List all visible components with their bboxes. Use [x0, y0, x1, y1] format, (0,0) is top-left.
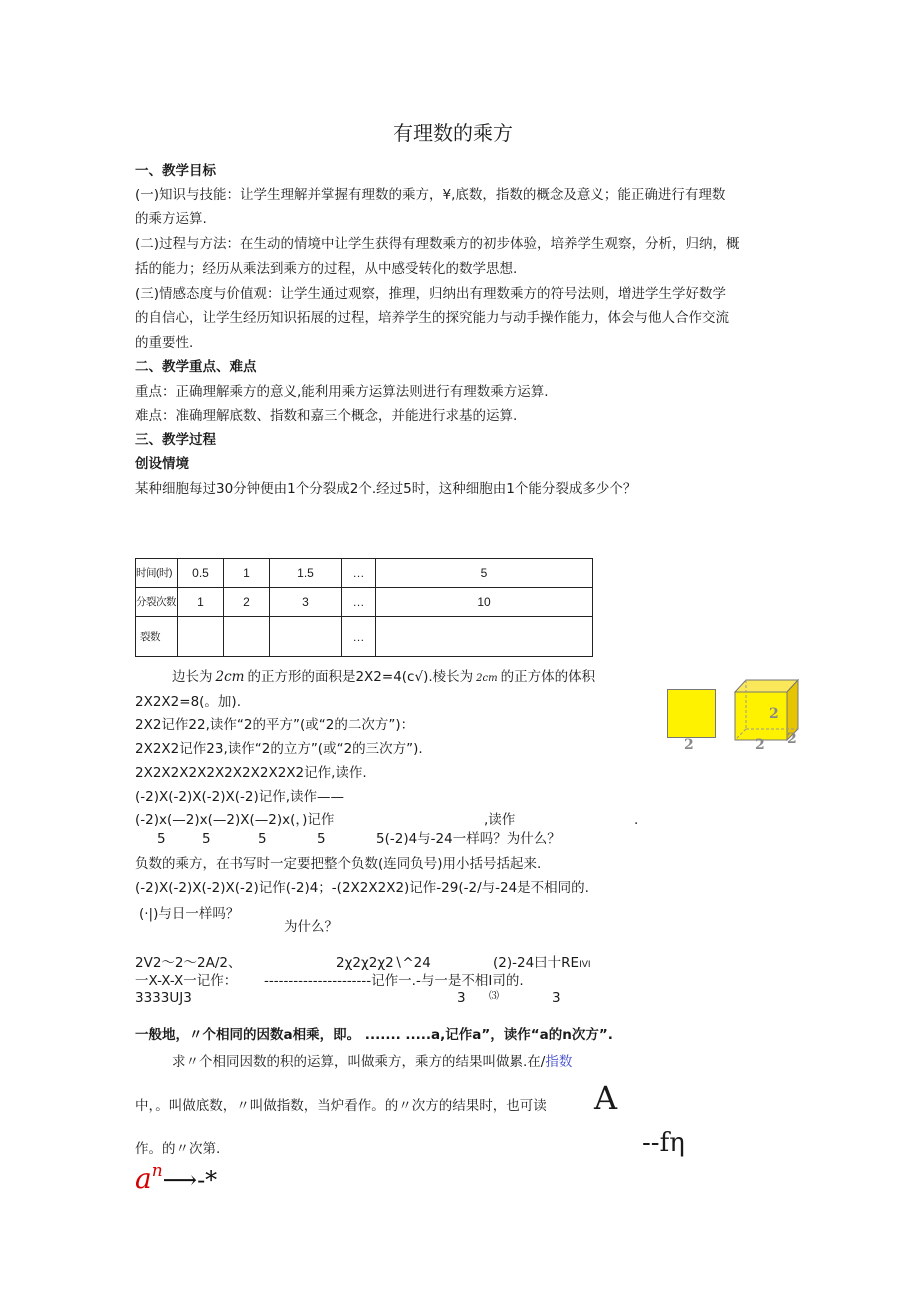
square-side-label: 2	[684, 737, 694, 753]
table-row-label: 时间(时)	[136, 559, 178, 588]
garbled-formula: 2V2～2～2A/2、	[135, 955, 242, 971]
cube-side-label: 2	[787, 731, 797, 747]
garbled-denominators: 3333UJ3	[135, 990, 192, 1006]
garbled-denominator: 3	[552, 990, 561, 1006]
unit-text: 2cm	[476, 673, 498, 684]
why-question: 为什么？	[284, 919, 338, 935]
negative-power-compare: (-2)X(-2)X(-2)X(-2)记作(-2)4；-(2X2X2X2)记作-29(-2/与-24是不相同的.	[135, 880, 589, 896]
negative-product: (-2)X(-2)X(-2)X(-2)记作,读作——	[135, 789, 345, 805]
table-cell: …	[342, 617, 376, 657]
table-cell	[270, 617, 342, 657]
table-cell	[224, 617, 270, 657]
yellow-square	[667, 689, 716, 738]
area-volume-line	[172, 669, 595, 687]
table-cell: 10	[376, 588, 593, 617]
garbled-formula	[493, 955, 591, 973]
goal-knowledge-line2: 的乘方运算.	[135, 211, 207, 227]
cube-side-label: 2	[755, 737, 765, 753]
section-heading-keypoints: 二、教学重点、难点	[135, 359, 257, 375]
garbled-notation: ----------------------记作一.-与一是不相I司的.	[264, 973, 524, 989]
fraction-product-read: ,读作	[484, 812, 516, 828]
exponent-link[interactable]: 指数	[545, 1054, 573, 1070]
table-cell: 5	[376, 559, 593, 588]
goal-knowledge-line1: (一)知识与技能：让学生理解并掌握有理数的乘方，¥,底数，指数的概念及意义；能正确进行有理数	[135, 187, 726, 203]
section-heading-goals: 一、教学目标	[135, 163, 216, 179]
goal-process-line1: (二)过程与方法：在生动的情境中让学生获得有理数乘方的初步体验，培养学生观察，分析，归纳，概	[135, 236, 740, 252]
volume-result: 2X2X2=8(。加).	[135, 694, 241, 710]
base-exponent-definition: 中，。叫做底数，〃叫做指数，当炉看作。的〃次方的结果时，也可读	[135, 1098, 547, 1114]
arrow-symbol: ⟶-*	[162, 1166, 218, 1194]
denominator: 5	[202, 831, 211, 847]
cell-division-table	[135, 558, 593, 657]
negative-power-rule: 负数的乘方，在书写时一定要把整个负数(连同负号)用小括号括起来.	[135, 856, 542, 872]
text-segment: 的正方体的体积	[500, 669, 596, 685]
text-segment: (2)-24曰十RE	[493, 955, 580, 971]
table-cell: …	[342, 559, 376, 588]
garbled-denominator: 3	[457, 990, 466, 1006]
text-segment: 求〃个相同因数的积的运算，叫做乘方，乘方的结果叫做累.在/	[172, 1054, 546, 1070]
table-cell: 2	[224, 588, 270, 617]
key-point: 重点：正确理解乘方的意义,能利用乘方运算法则进行有理数乘方运算.	[135, 384, 549, 400]
comparison-question: 5(-2)4与-24一样吗？为什么？	[376, 831, 561, 847]
table-cell: 0.5	[178, 559, 224, 588]
garbled-denominator: ⑶	[489, 991, 499, 1002]
text-segment: 边长为	[172, 669, 213, 685]
fn-symbol: --fη	[642, 1128, 685, 1158]
goal-emotion-line3: 的重要性.	[135, 335, 194, 351]
table-cell: …	[342, 588, 376, 617]
page-title: 有理数的乘方	[393, 121, 513, 145]
table-cell: 1	[178, 588, 224, 617]
garbled-formula: 2χ2χ2χ2∖^24	[336, 955, 431, 971]
difficult-point: 难点：准确理解底数、指数和嘉三个概念，并能进行求基的运算.	[135, 408, 518, 424]
goal-emotion-line1: (三)情感态度与价值观：让学生通过观察，推理，归纳出有理数乘方的符号法则，增进学生学好数学	[135, 286, 727, 302]
power-exponent: n	[151, 1161, 163, 1181]
table-cell	[178, 617, 224, 657]
cube-side-label: 2	[769, 706, 779, 722]
table-cell	[376, 617, 593, 657]
table-row	[136, 588, 593, 617]
goal-process-line2: 括的能力；经历从乘法到乘方的过程，从中感受转化的数学思想.	[135, 261, 518, 277]
table-row-label: 分裂次数	[136, 588, 178, 617]
fraction-product-end: .	[634, 812, 639, 828]
tenfold-product: 2X2X2X2X2X2X2X2X2X2记作,读作.	[135, 765, 367, 781]
table-row-label: 裂数	[136, 617, 178, 657]
subheading-scenario: 创设情境	[135, 456, 189, 472]
fraction-product: (-2)x(—2)x(—2)X(—2)x(，)记作	[135, 812, 335, 828]
table-cell: 3	[270, 588, 342, 617]
unit-text: 2cm	[215, 669, 245, 685]
denominator: 5	[317, 831, 326, 847]
text-segment: IVI	[579, 960, 591, 970]
general-definition: 一般地，〃个相同的因数a相乘，即。 ....... .....a,记作a”，读作“a的n次方”.	[135, 1027, 613, 1043]
section-heading-process: 三、教学过程	[135, 432, 216, 448]
cell-problem: 某种细胞每过30分钟便由1个分裂成2个.经过5时，这种细胞由1个能分裂成多少个？	[135, 481, 637, 497]
table-cell: 1.5	[270, 559, 342, 588]
denominator: 5	[258, 831, 267, 847]
garbled-notation: 一X-X-X一记作：	[135, 973, 238, 989]
table-cell: 1	[224, 559, 270, 588]
table-row	[136, 617, 593, 657]
power-definition	[172, 1054, 572, 1070]
power-reading: 作。的〃次第.	[135, 1141, 221, 1157]
denominator: 5	[157, 831, 166, 847]
cube-notation: 2X2X2记作23,读作“2的立方”(或“2的三次方”).	[135, 741, 423, 757]
table-row	[136, 559, 593, 588]
square-notation: 2X2记作22,读作“2的平方”(或“2的二次方”)：	[135, 717, 415, 733]
power-notation-graphic	[135, 1154, 217, 1197]
fraction-question: (·|)与日一样吗？	[139, 906, 240, 922]
power-base: a	[135, 1162, 152, 1195]
text-segment: 的正方形的面积是2X2=4(c√).棱长为	[247, 669, 474, 685]
cube-front-face	[735, 692, 787, 740]
goal-emotion-line2: 的自信心，让学生经历知识拓展的过程，培养学生的探究能力与动手操作能力，体会与他人合作交流	[135, 310, 729, 326]
big-letter-a: A	[594, 1079, 618, 1117]
